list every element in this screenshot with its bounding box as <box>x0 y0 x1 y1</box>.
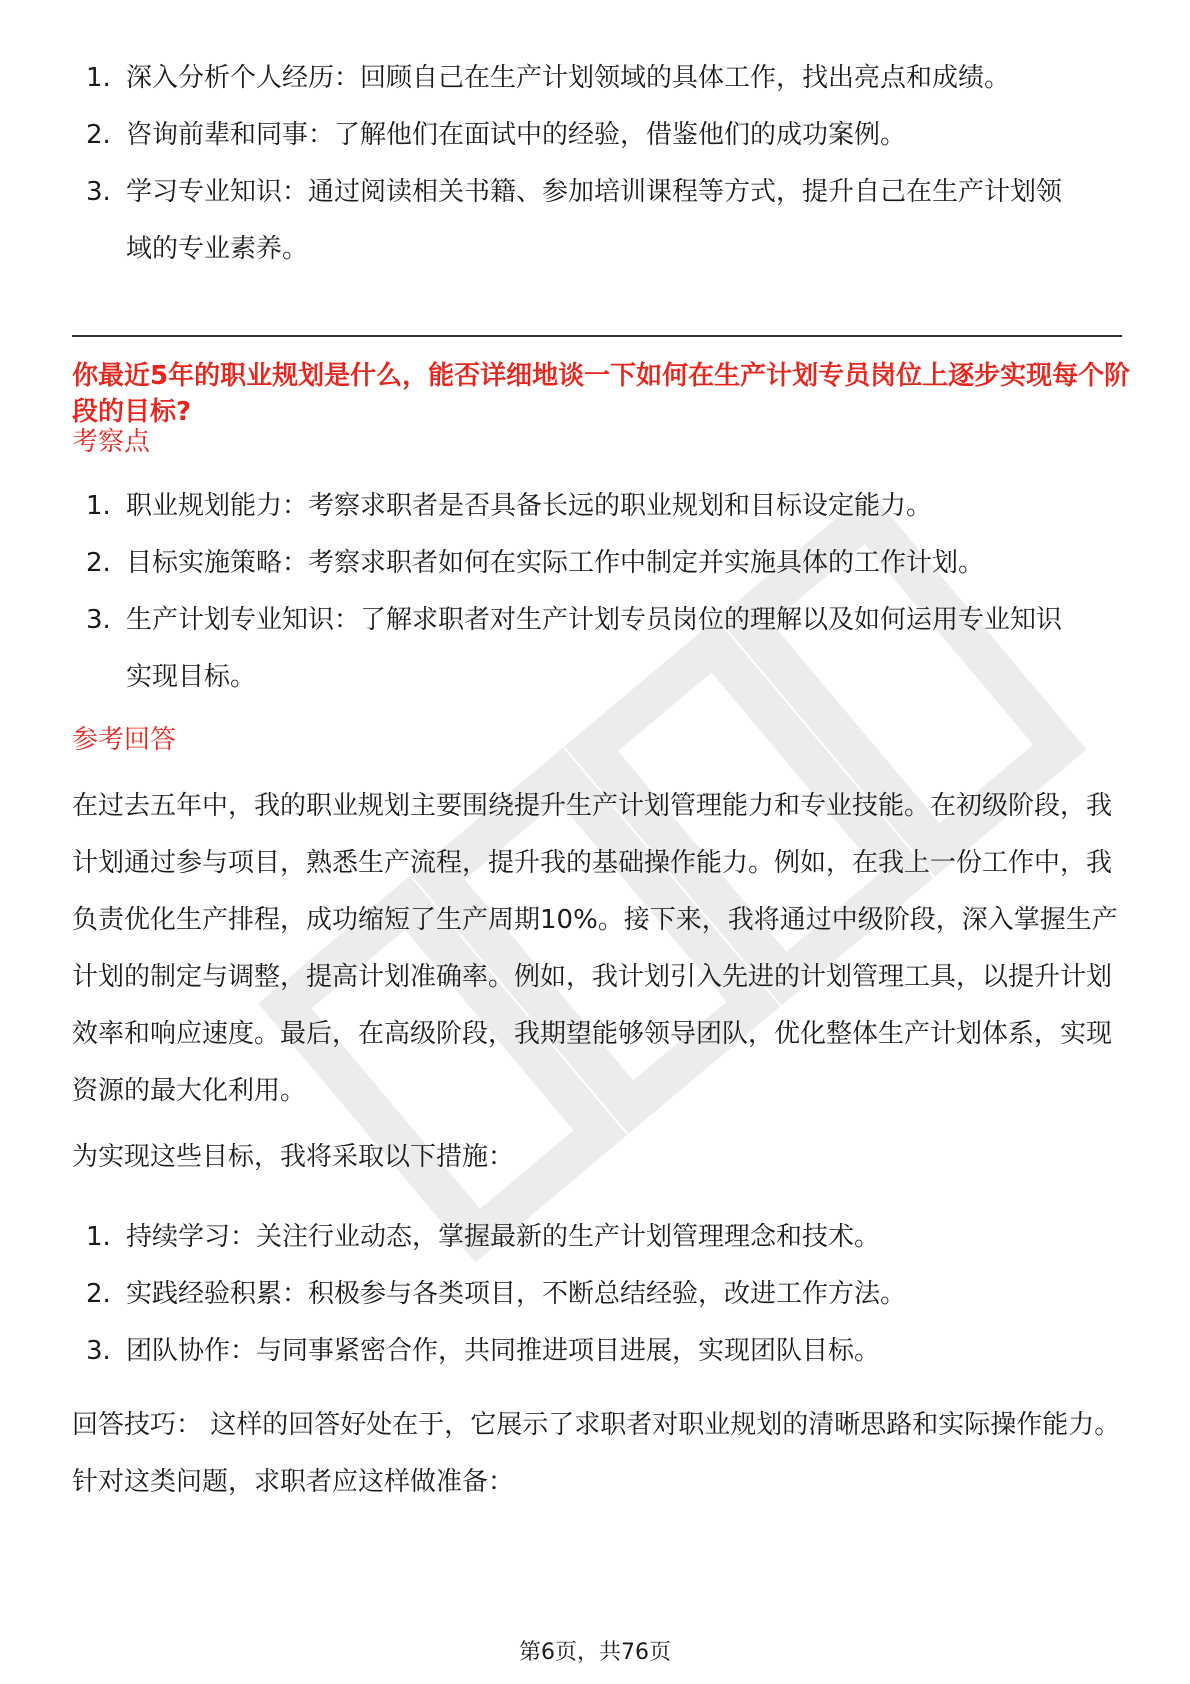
list-item <box>72 478 1072 535</box>
list-item <box>72 535 1072 592</box>
list-number: 1. <box>86 63 111 93</box>
list-item <box>72 164 1072 278</box>
list-item <box>72 50 1072 107</box>
list-text: 职业规划能力：考察求职者是否具备长远的职业规划和目标设定能力。 <box>126 491 933 521</box>
section-divider <box>72 335 1122 337</box>
list-text: 学习专业知识：通过阅读相关书籍、参加培训课程等方式，提升自己在生产计划领域的专业素养。 <box>126 177 1063 264</box>
list-number: 2. <box>86 548 111 578</box>
list-number: 1. <box>86 1222 111 1252</box>
list-item <box>72 1209 1072 1266</box>
list-number: 3. <box>86 1336 111 1366</box>
list-item <box>72 1266 1072 1323</box>
list-text: 实践经验积累：积极参与各类项目，不断总结经验，改进工作方法。 <box>126 1279 907 1309</box>
list-item <box>72 1323 1072 1380</box>
assess-title: 考察点 <box>72 427 151 457</box>
list-item <box>72 107 1072 164</box>
answer-title: 参考回答 <box>72 725 177 755</box>
assess-list <box>72 478 1072 706</box>
list-text: 目标实施策略：考察求职者如何在实际工作中制定并实施具体的工作计划。 <box>126 548 985 578</box>
measures-intro: 为实现这些目标，我将采取以下措施： <box>72 1142 515 1172</box>
list-number: 3. <box>86 177 111 207</box>
tips-paragraph: 回答技巧： 这样的回答好处在于，它展示了求职者对职业规划的清晰思路和实际操作能力。针对这类问题，求职者应这样做准备： <box>72 1410 1121 1497</box>
measures-list <box>72 1209 1072 1380</box>
list-text: 团队协作：与同事紧密合作，共同推进项目进展，实现团队目标。 <box>126 1336 881 1366</box>
question-heading: 你最近5年的职业规划是什么，能否详细地谈一下如何在生产计划专员岗位上逐步实现每个阶段的目标? <box>72 361 1131 427</box>
top-list <box>72 50 1072 278</box>
answer-paragraph: 在过去五年中，我的职业规划主要围绕提升生产计划管理能力和专业技能。在初级阶段，我计划通过参与项目，熟悉生产流程，提升我的基础操作能力。例如，在我上一份工作中，我负责优化生产排程，成功缩短了生产周期10%。接下来，我将通过中级阶段，深入掌握生产计划的制定与调整，提高计划准确率。例如，我计划引入先进的计划管理工具，以提升计划效率和响应速度。最后，在高级阶段，我期望能够领导团队，优化整体生产计划体系，实现资源的最大化利用。 <box>72 791 1118 1106</box>
list-number: 2. <box>86 120 111 150</box>
list-item <box>72 592 1072 706</box>
page-footer: 第6页，共76页 <box>519 1640 671 1665</box>
list-text: 咨询前辈和同事：了解他们在面试中的经验，借鉴他们的成功案例。 <box>126 120 907 150</box>
list-number: 2. <box>86 1279 111 1309</box>
list-number: 1. <box>86 491 111 521</box>
list-text: 持续学习：关注行业动态，掌握最新的生产计划管理理念和技术。 <box>126 1222 881 1252</box>
list-text: 深入分析个人经历：回顾自己在生产计划领域的具体工作，找出亮点和成绩。 <box>126 63 1011 93</box>
list-number: 3. <box>86 605 111 635</box>
list-text: 生产计划专业知识：了解求职者对生产计划专员岗位的理解以及如何运用专业知识实现目标。 <box>126 605 1063 692</box>
